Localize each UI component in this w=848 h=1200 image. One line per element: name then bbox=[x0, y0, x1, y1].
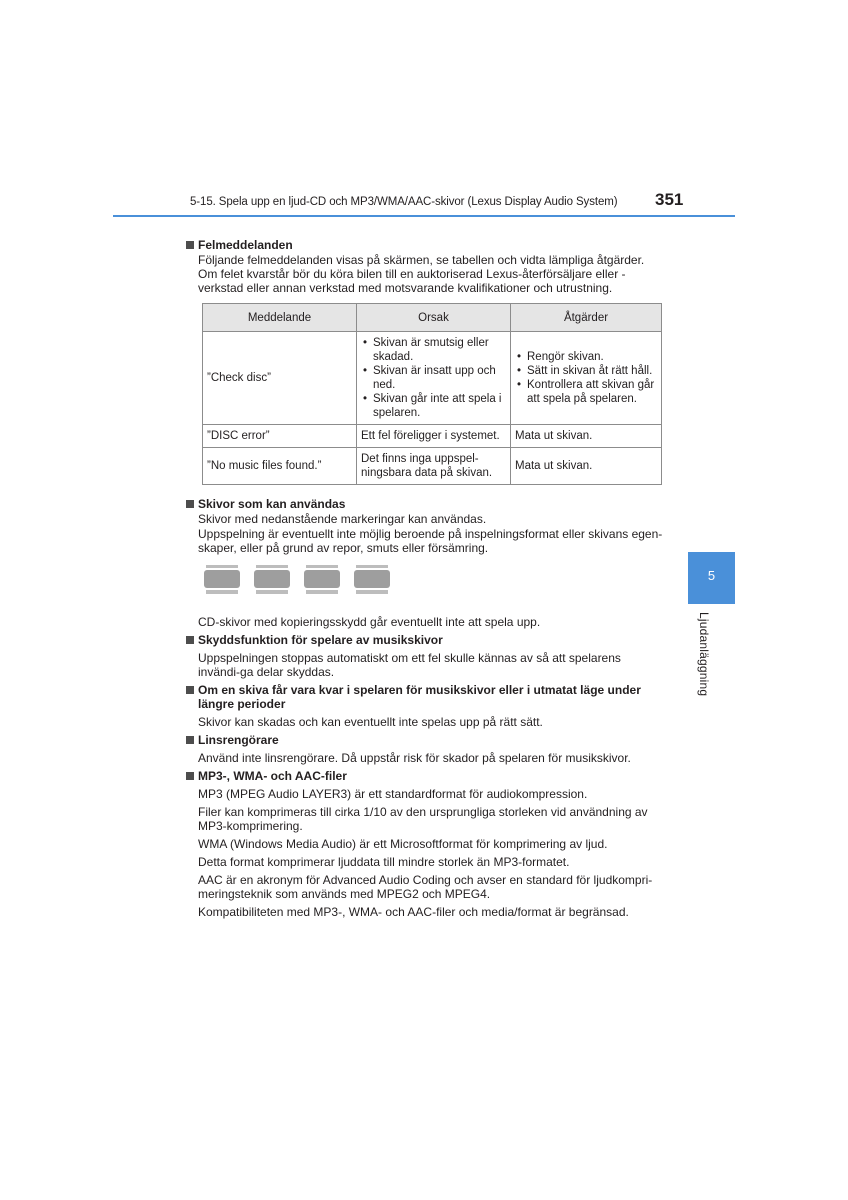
section-title: Skyddsfunktion för spelare av musikskivor bbox=[186, 633, 664, 647]
section-lins bbox=[186, 733, 664, 765]
list-item: • Skivan är smutsig eller skadad. bbox=[361, 336, 506, 364]
cause-cell bbox=[357, 332, 511, 425]
message-cell: ”Check disc” bbox=[203, 332, 357, 425]
cd-rewritable-logo bbox=[352, 565, 392, 599]
header-cell: Åtgärder bbox=[511, 304, 662, 332]
cd-recordable-logo bbox=[302, 565, 342, 599]
section-kvar bbox=[186, 683, 664, 729]
table-row bbox=[203, 332, 662, 425]
section-skydd bbox=[186, 633, 664, 679]
square-bullet-icon bbox=[186, 500, 194, 508]
section-felmeddelanden bbox=[186, 238, 664, 485]
square-bullet-icon bbox=[186, 736, 194, 744]
paragraph: Kompatibiliteten med MP3-, WMA- och AAC-filer och media/format är begränsad. bbox=[198, 905, 629, 919]
paragraph: MP3 (MPEG Audio LAYER3) är ett standardformat för audiokompression. bbox=[198, 787, 588, 801]
page-content bbox=[186, 238, 664, 919]
header-rule bbox=[113, 215, 735, 217]
error-message-table bbox=[202, 303, 662, 485]
paragraph: CD-skivor med kopieringsskydd går eventuellt inte att spela upp. bbox=[198, 615, 541, 629]
section-title: Felmeddelanden bbox=[186, 238, 664, 252]
cause-cell: Det finns inga uppspel-ningsbara data på skivan. bbox=[357, 448, 511, 485]
page-number: 351 bbox=[655, 190, 684, 209]
header-cell: Meddelande bbox=[203, 304, 357, 332]
action-cell: Mata ut skivan. bbox=[511, 448, 662, 485]
paragraph: Filer kan komprimeras till cirka 1/10 av den ursprungliga storleken vid användning av MP3-komprimering. bbox=[198, 805, 648, 833]
table-header-row bbox=[203, 304, 662, 332]
table-row bbox=[203, 448, 662, 485]
section-title: Linsrengörare bbox=[186, 733, 664, 747]
list-item: • Skivan är insatt upp och ned. bbox=[361, 364, 506, 392]
action-cell: Mata ut skivan. bbox=[511, 425, 662, 448]
cd-digital-audio-logo bbox=[202, 565, 242, 599]
paragraph: Uppspelningen stoppas automatiskt om ett fel skulle kännas av så att spelarens invändi-ga delar skyddas. bbox=[198, 651, 621, 679]
message-cell: ”No music files found.” bbox=[203, 448, 357, 485]
cause-cell: Ett fel föreligger i systemet. bbox=[357, 425, 511, 448]
table-row bbox=[203, 425, 662, 448]
action-cell bbox=[511, 332, 662, 425]
list-item: • Kontrollera att skivan går att spela på spelaren. bbox=[515, 378, 657, 406]
paragraph: WMA (Windows Media Audio) är ett Microsoftformat för komprimering av ljud. bbox=[198, 837, 608, 851]
square-bullet-icon bbox=[186, 686, 194, 694]
paragraph: Uppspelning är eventuellt inte möjlig beroende på inspelningsformat eller skivans egen-skaper, eller på grund av repor, smuts eller försämring. bbox=[198, 527, 663, 555]
page-header bbox=[0, 188, 848, 218]
section-title: MP3-, WMA- och AAC-filer bbox=[186, 769, 664, 783]
list-item: • Sätt in skivan åt rätt håll. bbox=[515, 364, 657, 378]
square-bullet-icon bbox=[186, 772, 194, 780]
paragraph: Använd inte linsrengörare. Då uppstår risk för skador på spelaren för musikskivor. bbox=[198, 751, 631, 765]
square-bullet-icon bbox=[186, 241, 194, 249]
disc-logos bbox=[202, 565, 664, 601]
chapter-title: 5-15. Spela upp en ljud-CD och MP3/WMA/AAC-skivor (Lexus Display Audio System) bbox=[190, 196, 618, 208]
chapter-number: 5 bbox=[707, 568, 716, 583]
message-cell: ”DISC error” bbox=[203, 425, 357, 448]
header-cell: Orsak bbox=[357, 304, 511, 332]
section-format bbox=[186, 769, 664, 919]
list-item: • Rengör skivan. bbox=[515, 350, 657, 364]
cd-text-logo bbox=[252, 565, 292, 599]
list-item: • Skivan går inte att spela i spelaren. bbox=[361, 392, 506, 420]
paragraph: Följande felmeddelanden visas på skärmen, se tabellen och vidta lämpliga åtgärder. Om felet kvarstår bör du köra bilen till en auktoriserad Lexus-återförsäljare eller -verkstad eller annan verkstad med motsvarande kvalifikationer och utrustning. bbox=[198, 253, 645, 295]
section-title: Skivor som kan användas bbox=[186, 497, 664, 511]
section-title: Om en skiva får vara kvar i spelaren för musikskivor eller i utmatat läge under längre perioder bbox=[186, 683, 664, 711]
paragraph: Skivor med nedanstående markeringar kan användas. bbox=[198, 512, 487, 526]
chapter-label: Ljudanläggning bbox=[697, 612, 711, 697]
paragraph: Skivor kan skadas och kan eventuellt inte spelas upp på rätt sätt. bbox=[198, 715, 543, 729]
section-skivor bbox=[186, 497, 664, 629]
chapter-tab bbox=[688, 552, 735, 604]
square-bullet-icon bbox=[186, 636, 194, 644]
paragraph: AAC är en akronym för Advanced Audio Coding och avser en standard för ljudkompri-meringsteknik som används med MPEG2 och MPEG4. bbox=[198, 873, 653, 901]
paragraph: Detta format komprimerar ljuddata till mindre storlek än MP3-formatet. bbox=[198, 855, 570, 869]
